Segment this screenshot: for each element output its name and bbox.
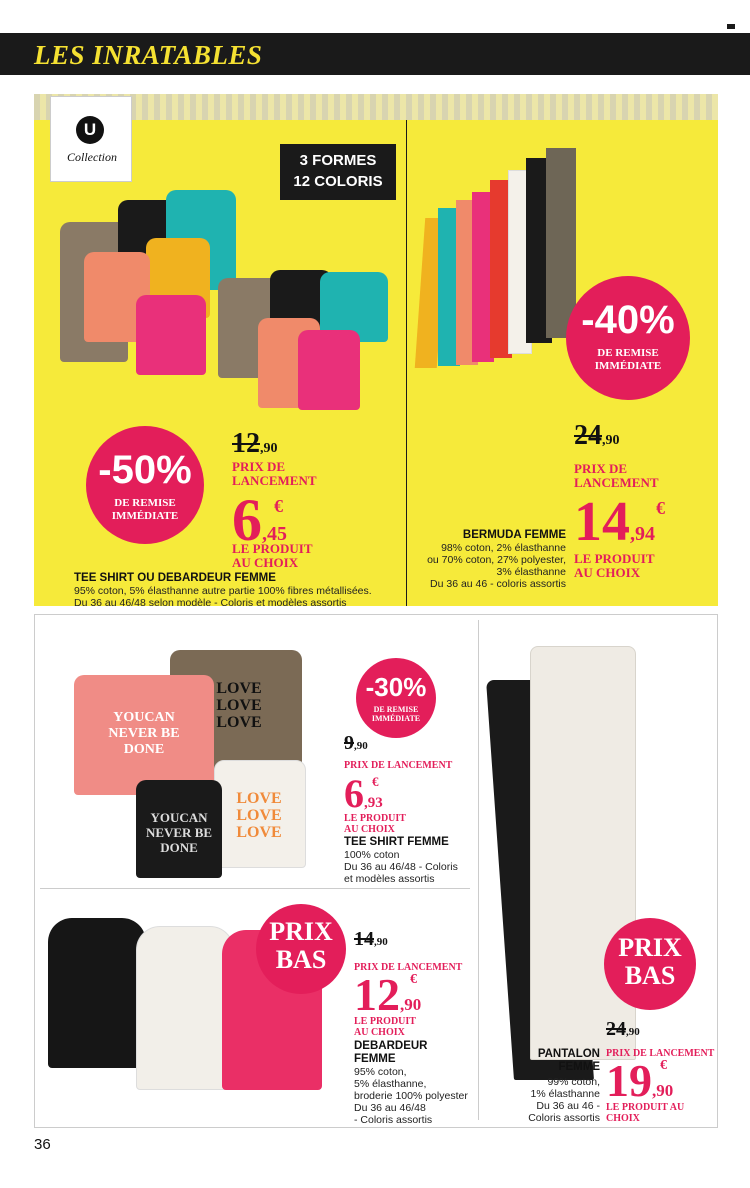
tee-print-text: YOUCAN NEVER BE DONE	[145, 810, 213, 855]
discount-badge	[566, 276, 690, 400]
price-currency: €	[660, 1058, 667, 1073]
product-desc: 5% élasthanne,	[354, 1078, 427, 1090]
old-price-int: 14	[354, 928, 374, 950]
price-dec: ,93	[364, 795, 383, 811]
old-price	[574, 420, 620, 452]
product-desc: 95% coton,	[354, 1066, 407, 1078]
tee-print-text: LOVE LOVE LOVE	[216, 680, 262, 731]
panel-divider	[406, 120, 407, 606]
price-dec: ,90	[652, 1081, 674, 1100]
product-title: FEMME	[558, 1061, 600, 1073]
new-price	[354, 968, 421, 1021]
price-int: 12	[354, 969, 400, 1020]
choice-label: LE PRODUIT AU CHOIX	[232, 541, 313, 570]
launch-label: PRIX DE LANCEMENT	[574, 461, 659, 490]
price-currency: €	[372, 774, 379, 789]
product-desc: 1% élasthanne	[530, 1088, 600, 1100]
discount-value: -30%	[365, 672, 427, 702]
product-title: FEMME	[354, 1053, 396, 1065]
product-title: PANTALON	[537, 1048, 600, 1060]
prix-bas-badge	[604, 918, 696, 1010]
product-desc: broderie 100% polyester	[354, 1090, 468, 1102]
product-desc: 98% coton, 2% élasthanne	[441, 542, 566, 554]
page-title: LES INRATABLES	[34, 40, 263, 70]
price-int: 14	[574, 491, 630, 553]
price-dec: ,45	[262, 523, 287, 545]
formes-line2: 12 COLORIS	[293, 173, 383, 190]
price-dec: ,94	[630, 523, 655, 545]
launch-label: PRIX DE LANCEMENT	[232, 459, 317, 488]
product-title: TEE SHIRT FEMME	[344, 836, 449, 848]
new-price	[344, 770, 383, 817]
shirt-shape	[298, 330, 360, 410]
price-currency: €	[656, 498, 665, 518]
product-desc: ou 70% coton, 27% polyester,	[427, 554, 566, 566]
product-desc: - Coloris assortis	[354, 1114, 433, 1126]
old-price-int: 24	[574, 420, 602, 451]
old-price	[232, 428, 278, 460]
product-desc: et modèles assortis	[344, 873, 435, 885]
tank-shape	[48, 918, 146, 1068]
product-desc: Du 36 au 46/48 selon modèle - Coloris et modèles assortis	[74, 597, 347, 609]
old-price-dec: ,90	[374, 936, 388, 948]
new-price	[574, 490, 665, 554]
prix-bas-badge	[256, 904, 346, 994]
old-price-dec: ,90	[626, 1026, 640, 1038]
tank-shape	[136, 926, 234, 1090]
discount-note: DE REMISE IMMÉDIATE	[111, 497, 179, 522]
product-title: BERMUDA FEMME	[462, 529, 566, 541]
choice-label: LE PRODUIT AU CHOIX	[574, 551, 655, 580]
prix-bas-line1: PRIX	[269, 917, 333, 946]
price-currency: €	[410, 972, 417, 987]
launch-label: PRIX DE LANCEMENT	[354, 962, 463, 973]
product-desc: Du 36 au 46/48 - Coloris	[344, 861, 458, 873]
old-price-int: 9	[344, 732, 354, 754]
old-price-dec: ,90	[602, 433, 620, 448]
product-title: DEBARDEUR	[354, 1040, 428, 1052]
discount-badge	[86, 426, 204, 544]
product-desc: 100% coton	[344, 849, 400, 861]
product-desc: Coloris assortis	[528, 1112, 600, 1124]
discount-value: -50%	[98, 448, 192, 492]
launch-label: PRIX DE LANCEMENT	[606, 1048, 715, 1059]
choice-label: LE PRODUIT AU CHOIX	[354, 1016, 416, 1038]
formes-badge	[280, 144, 396, 200]
product-desc: Du 36 au 46/48	[354, 1102, 426, 1114]
product-title: TEE SHIRT OU DEBARDEUR FEMME	[74, 572, 276, 584]
product-desc: Du 36 au 46 -	[536, 1100, 600, 1112]
price-int: 6	[344, 771, 364, 816]
choice-label: LE PRODUIT AU CHOIX	[606, 1102, 685, 1124]
old-price	[344, 732, 368, 755]
logo-text: Collection	[67, 150, 117, 164]
discount-badge	[356, 658, 436, 738]
choice-label: LE PRODUIT AU CHOIX	[344, 813, 406, 835]
prix-bas-line1: PRIX	[618, 933, 682, 962]
old-price	[606, 1018, 640, 1041]
u-logo-icon: U	[76, 116, 104, 144]
corner-mark	[727, 24, 735, 29]
discount-value: -40%	[581, 298, 675, 342]
tee-print-text: LOVE LOVE LOVE	[236, 790, 282, 841]
product-desc: 3% élasthanne	[496, 566, 566, 578]
new-price	[606, 1054, 673, 1107]
product-desc: 95% coton, 5% élasthanne autre partie 100% fibres métallisées.	[74, 585, 372, 597]
old-price-dec: ,90	[260, 441, 278, 456]
price-int: 6	[232, 487, 262, 553]
prix-bas-line2: BAS	[275, 945, 327, 974]
old-price-int: 12	[232, 428, 260, 459]
price-currency: €	[274, 496, 283, 516]
old-price-dec: ,90	[354, 740, 368, 752]
product-desc: 99% coton,	[547, 1076, 600, 1088]
shirt-shape	[136, 295, 206, 375]
old-price-int: 24	[606, 1018, 626, 1040]
price-dec: ,90	[400, 995, 422, 1014]
page-number: 36	[34, 1136, 51, 1153]
product-desc: Du 36 au 46 - coloris assortis	[430, 578, 566, 590]
lower-divider	[478, 620, 479, 1120]
old-price	[354, 928, 388, 951]
discount-note: DE REMISE IMMÉDIATE	[594, 347, 662, 372]
price-int: 19	[606, 1055, 652, 1106]
discount-note: DE REMISE IMMÉDIATE	[371, 705, 421, 723]
prix-bas-line2: BAS	[624, 961, 676, 990]
tee-print-text: YOUCAN NEVER BE DONE	[108, 710, 180, 757]
pattern-strip	[34, 94, 718, 120]
formes-line1: 3 FORMES	[299, 152, 377, 169]
launch-label: PRIX DE LANCEMENT	[344, 760, 453, 771]
lower-h-divider	[40, 888, 470, 889]
